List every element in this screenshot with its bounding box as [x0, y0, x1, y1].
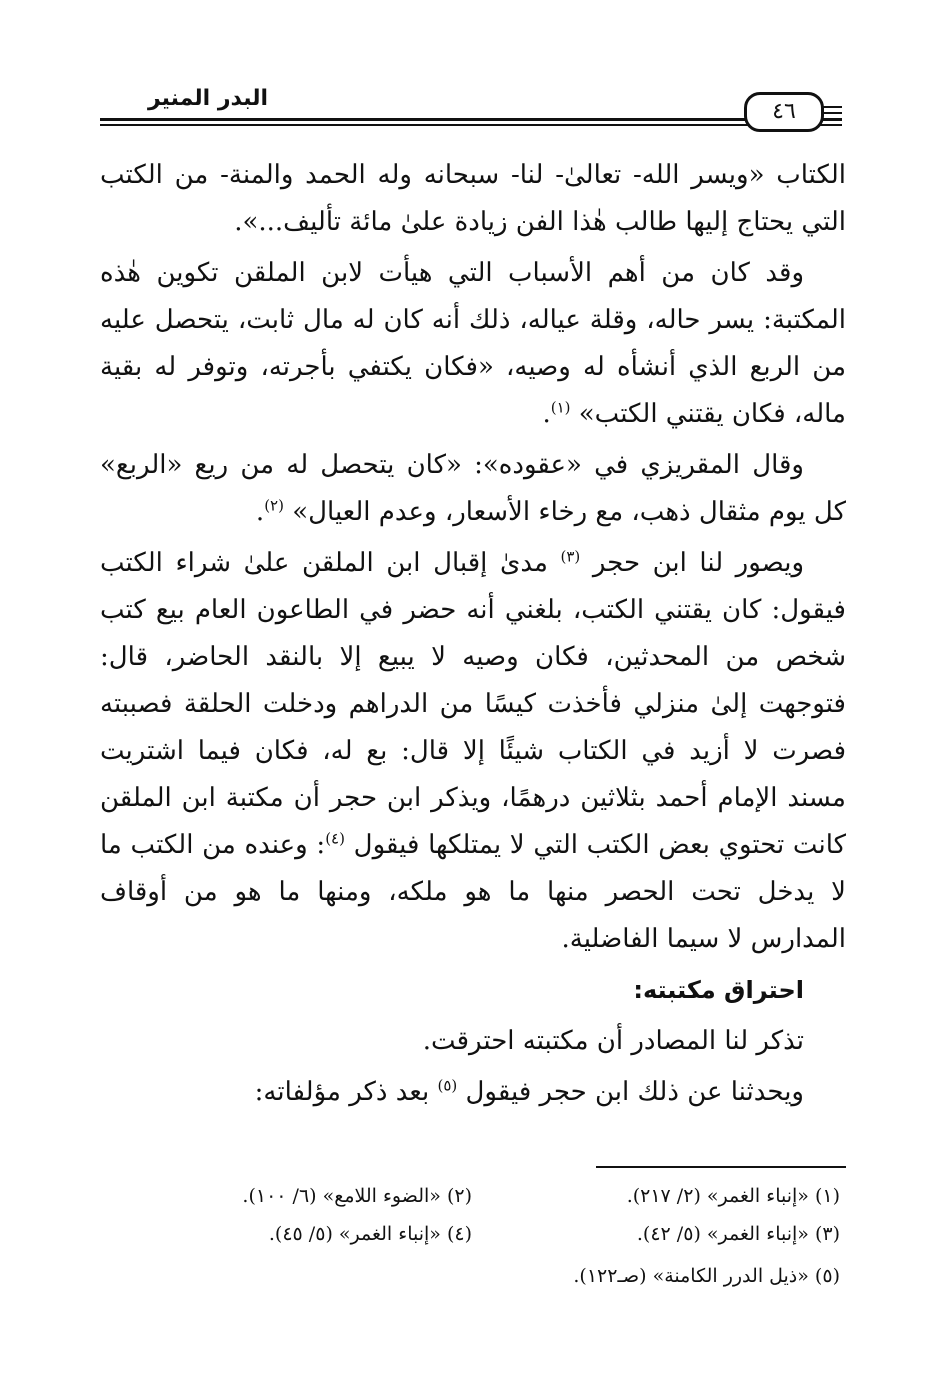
paragraph-3-end: . — [255, 497, 265, 527]
paragraph-4-text-a: ويصور لنا ابن حجر — [592, 548, 805, 578]
footnote-1: (١) «إنباء الغمر» (٢/ ٢١٧). — [626, 1185, 840, 1207]
paragraph-2-end: . — [542, 399, 551, 429]
footnote-ref-2: (٢) — [264, 496, 284, 515]
paragraph-2-text: وقد كان من أهم الأسباب التي هيأت لابن الملقن تكوين هٰذه المكتبة: يسر حاله، وقلة عياله، ذلك أنه كان له مال ثابت، يتحصل عليه من الربع الذي أنشأه له وصيه، «فكان يكتفي بأجرته، وتوفر له بقية ماله، فكان يقتني الكتب» — [100, 258, 846, 429]
paragraph-5: تذكر لنا المصادر أن مكتبته احترقت. — [422, 1026, 804, 1056]
paragraph-4-text-c: : وعنده من الكتب ما لا يدخل تحت الحصر منها ما هو ملكه، ومنها ما هو من أوقاف المدارس لا سيما الفاضلية. — [100, 830, 846, 954]
footnote-separator — [596, 1166, 846, 1168]
paragraph-3-text: وقال المقريزي في «عقوده»: «كان يتحصل له من ريع «الربع» كل يوم مثقال ذهب، مع رخاء الأسعار، وعدم العيال» — [100, 450, 846, 527]
header-rule-thin — [100, 124, 842, 126]
paragraph-3 — [100, 442, 846, 536]
header-rule — [100, 118, 842, 121]
footnote-3: (٣) «إنباء الغمر» (٥/ ٤٢). — [636, 1223, 840, 1245]
footnote-4: (٤) «إنباء الغمر» (٥/ ٤٥). — [268, 1223, 472, 1245]
paragraph-6-text-b: بعد ذكر مؤلفاته: — [254, 1077, 430, 1107]
running-header-title: البدر المنير — [147, 86, 268, 111]
footnote-5: (٥) «ذيل الدرر الكامنة» (صـ١٢٢). — [573, 1265, 840, 1287]
page-number: ٤٦ — [744, 92, 824, 132]
paragraph-6 — [100, 1069, 846, 1116]
paragraph-4 — [100, 540, 846, 963]
footnote-ref-1: (١) — [550, 398, 571, 417]
paragraph-1: الكتاب «ويسر الله- تعالىٰ- لنا- سبحانه وله الحمد والمنة- من الكتب التي يحتاج إليها طالب هٰذا الفن زيادة علىٰ مائة تأليف...». — [100, 160, 846, 237]
footnote-ref-3: (٣) — [560, 547, 581, 566]
paragraph-2 — [100, 250, 846, 438]
paragraph-4-text-b: مدىٰ إقبال ابن الملقن علىٰ شراء الكتب فيقول: كان يقتني الكتب، بلغني أنه حضر في الطاعون العام بيع كتب شخص من المحدثين، فكان وصيه لا يبيع إلا بالنقد الحاضر، قال: فتوجهت إلىٰ منزلي فأخذت كيسًا من الدراهم ودخلت الحلقة فصببته فصرت لا أزيد في الكتاب شيئًا إلا قال: بع له، فكان فيما اشتريت مسند الإمام أحمد بثلاثين درهمًا، ويذكر ابن حجر أن مكتبة ابن الملقن كانت تحتوي بعض الكتب التي لا يمتلكها فيقول — [100, 548, 847, 860]
paragraph-6-text-a: ويحدثنا عن ذلك ابن حجر فيقول — [465, 1077, 804, 1107]
footnote-ref-4: (٤) — [325, 829, 345, 848]
footnote-ref-5: (٥) — [437, 1076, 458, 1095]
main-text — [100, 152, 846, 1120]
section-heading: احتراق مكتبته: — [633, 976, 804, 1004]
footnote-2: (٢) «الضوء اللامع» (٦/ ١٠٠). — [242, 1185, 472, 1207]
